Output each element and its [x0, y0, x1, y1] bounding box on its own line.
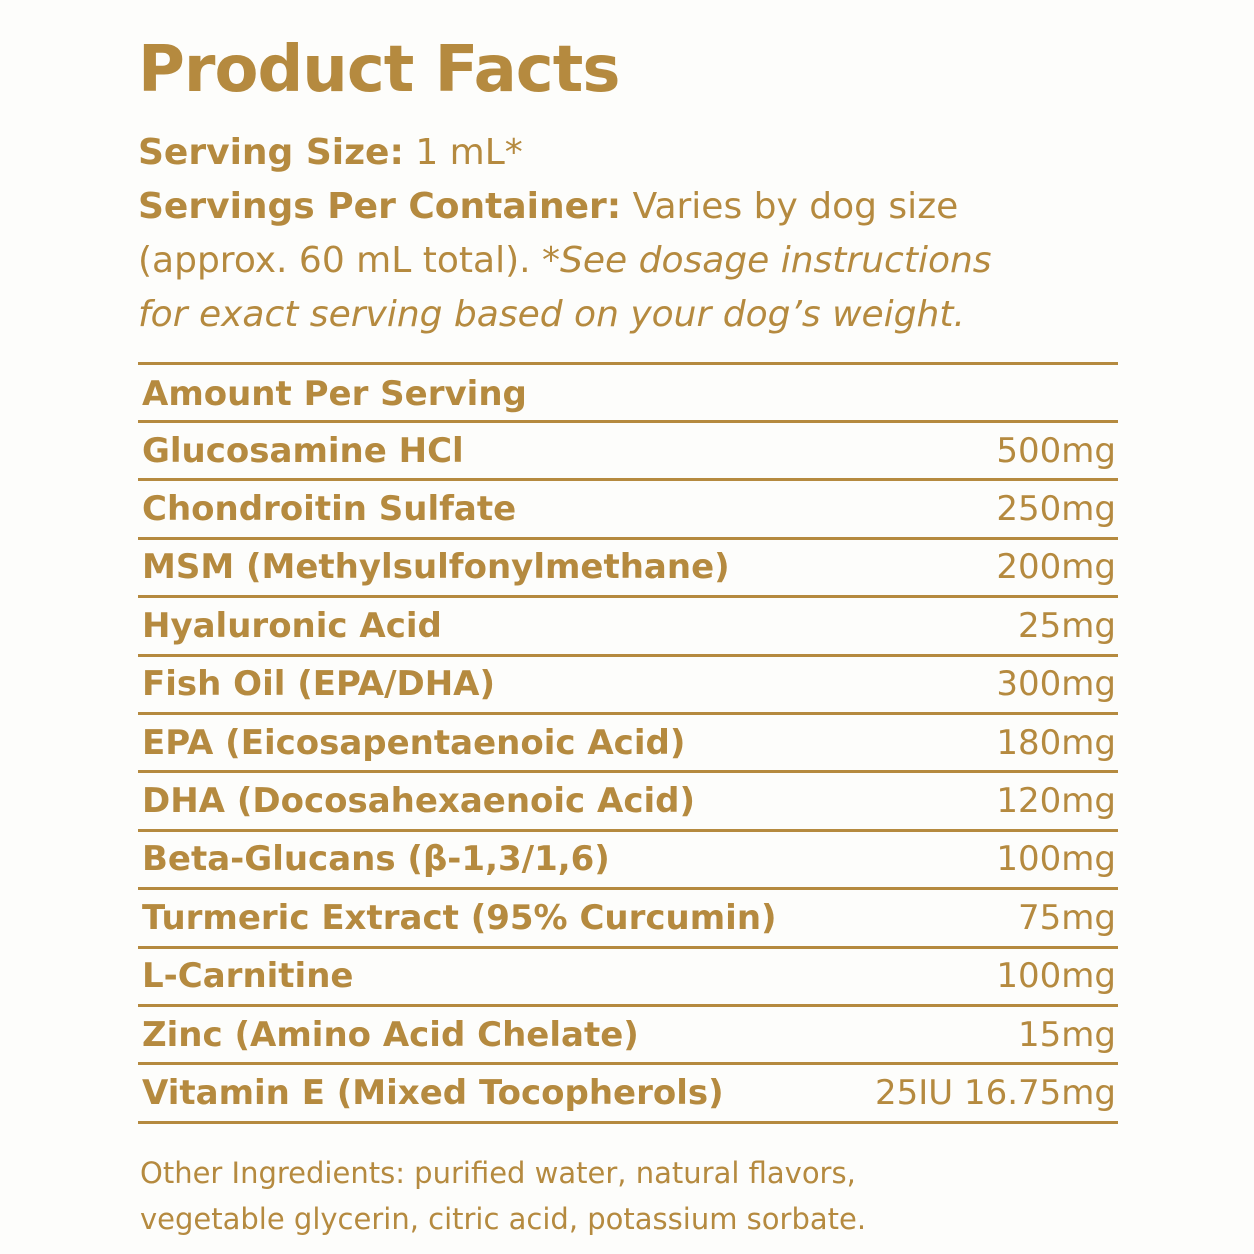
ingredient-amount: 75mg [1018, 897, 1116, 938]
facts-row [138, 540, 1118, 598]
facts-row [138, 598, 1118, 656]
facts-row [138, 657, 1118, 715]
ingredient-amount: 180mg [996, 722, 1116, 763]
ingredient-amount: 500mg [996, 430, 1116, 471]
serving-note-line-1 [138, 234, 1118, 288]
ingredient-amount: 100mg [996, 839, 1116, 880]
amount-per-serving-header: Amount Per Serving [138, 365, 1118, 423]
ingredient-name: Hyaluronic Acid [142, 605, 442, 646]
facts-row [138, 1065, 1118, 1123]
other-ingredients-line-1: Other Ingredients: purified water, natural flavors, [140, 1156, 856, 1190]
facts-row [138, 949, 1118, 1007]
facts-row [138, 423, 1118, 481]
ingredient-name: Vitamin E (Mixed Tocopherols) [142, 1072, 724, 1113]
servings-per-container-label: Servings Per Container: [138, 186, 622, 227]
facts-row [138, 715, 1118, 773]
serving-size-value: 1 mL* [403, 132, 523, 173]
ingredient-name: EPA (Eicosapentaenoic Acid) [142, 722, 686, 763]
ingredient-amount: 25mg [1018, 605, 1116, 646]
dosage-note-part-1: *See dosage instructions [542, 240, 992, 281]
ingredient-amount: 200mg [996, 547, 1116, 588]
other-ingredients [140, 1150, 1120, 1242]
serving-info [138, 126, 1118, 342]
serving-size-label: Serving Size: [138, 132, 404, 173]
ingredient-amount: 300mg [996, 664, 1116, 705]
serving-note-line-2 [138, 288, 1118, 342]
dosage-note-part-2: for exact serving based on your dog’s weight. [138, 294, 965, 335]
facts-row [138, 773, 1118, 831]
ingredient-name: L-Carnitine [142, 956, 354, 997]
facts-row [138, 832, 1118, 890]
facts-row [138, 1007, 1118, 1065]
ingredient-name: Chondroitin Sulfate [142, 489, 517, 530]
ingredient-amount: 120mg [996, 781, 1116, 822]
facts-row [138, 481, 1118, 539]
page-title: Product Facts [138, 33, 620, 107]
servings-per-container-line [138, 180, 1118, 234]
ingredient-name: Zinc (Amino Acid Chelate) [142, 1014, 639, 1055]
facts-table [138, 362, 1118, 1124]
ingredient-name: Beta-Glucans (β-1,3/1,6) [142, 839, 610, 880]
ingredient-name: Turmeric Extract (95% Curcumin) [142, 897, 777, 938]
product-facts-header [138, 30, 1118, 342]
ingredient-name: DHA (Docosahexaenoic Acid) [142, 781, 696, 822]
serving-size-line [138, 126, 1118, 180]
serving-total-text: (approx. 60 mL total). [138, 240, 542, 281]
ingredient-name: Fish Oil (EPA/DHA) [142, 664, 496, 705]
ingredient-amount: 15mg [1018, 1014, 1116, 1055]
ingredient-amount: 100mg [996, 956, 1116, 997]
facts-row [138, 890, 1118, 948]
other-ingredients-line-2: vegetable glycerin, citric acid, potassium sorbate. [140, 1202, 867, 1236]
ingredient-name: Glucosamine HCl [142, 430, 464, 471]
ingredient-amount: 250mg [996, 489, 1116, 530]
ingredient-amount: 25IU 16.75mg [874, 1072, 1116, 1113]
facts-rows [138, 423, 1118, 1124]
ingredient-name: MSM (Methylsulfonylmethane) [142, 547, 730, 588]
servings-per-container-value: Varies by dog size [621, 186, 959, 227]
